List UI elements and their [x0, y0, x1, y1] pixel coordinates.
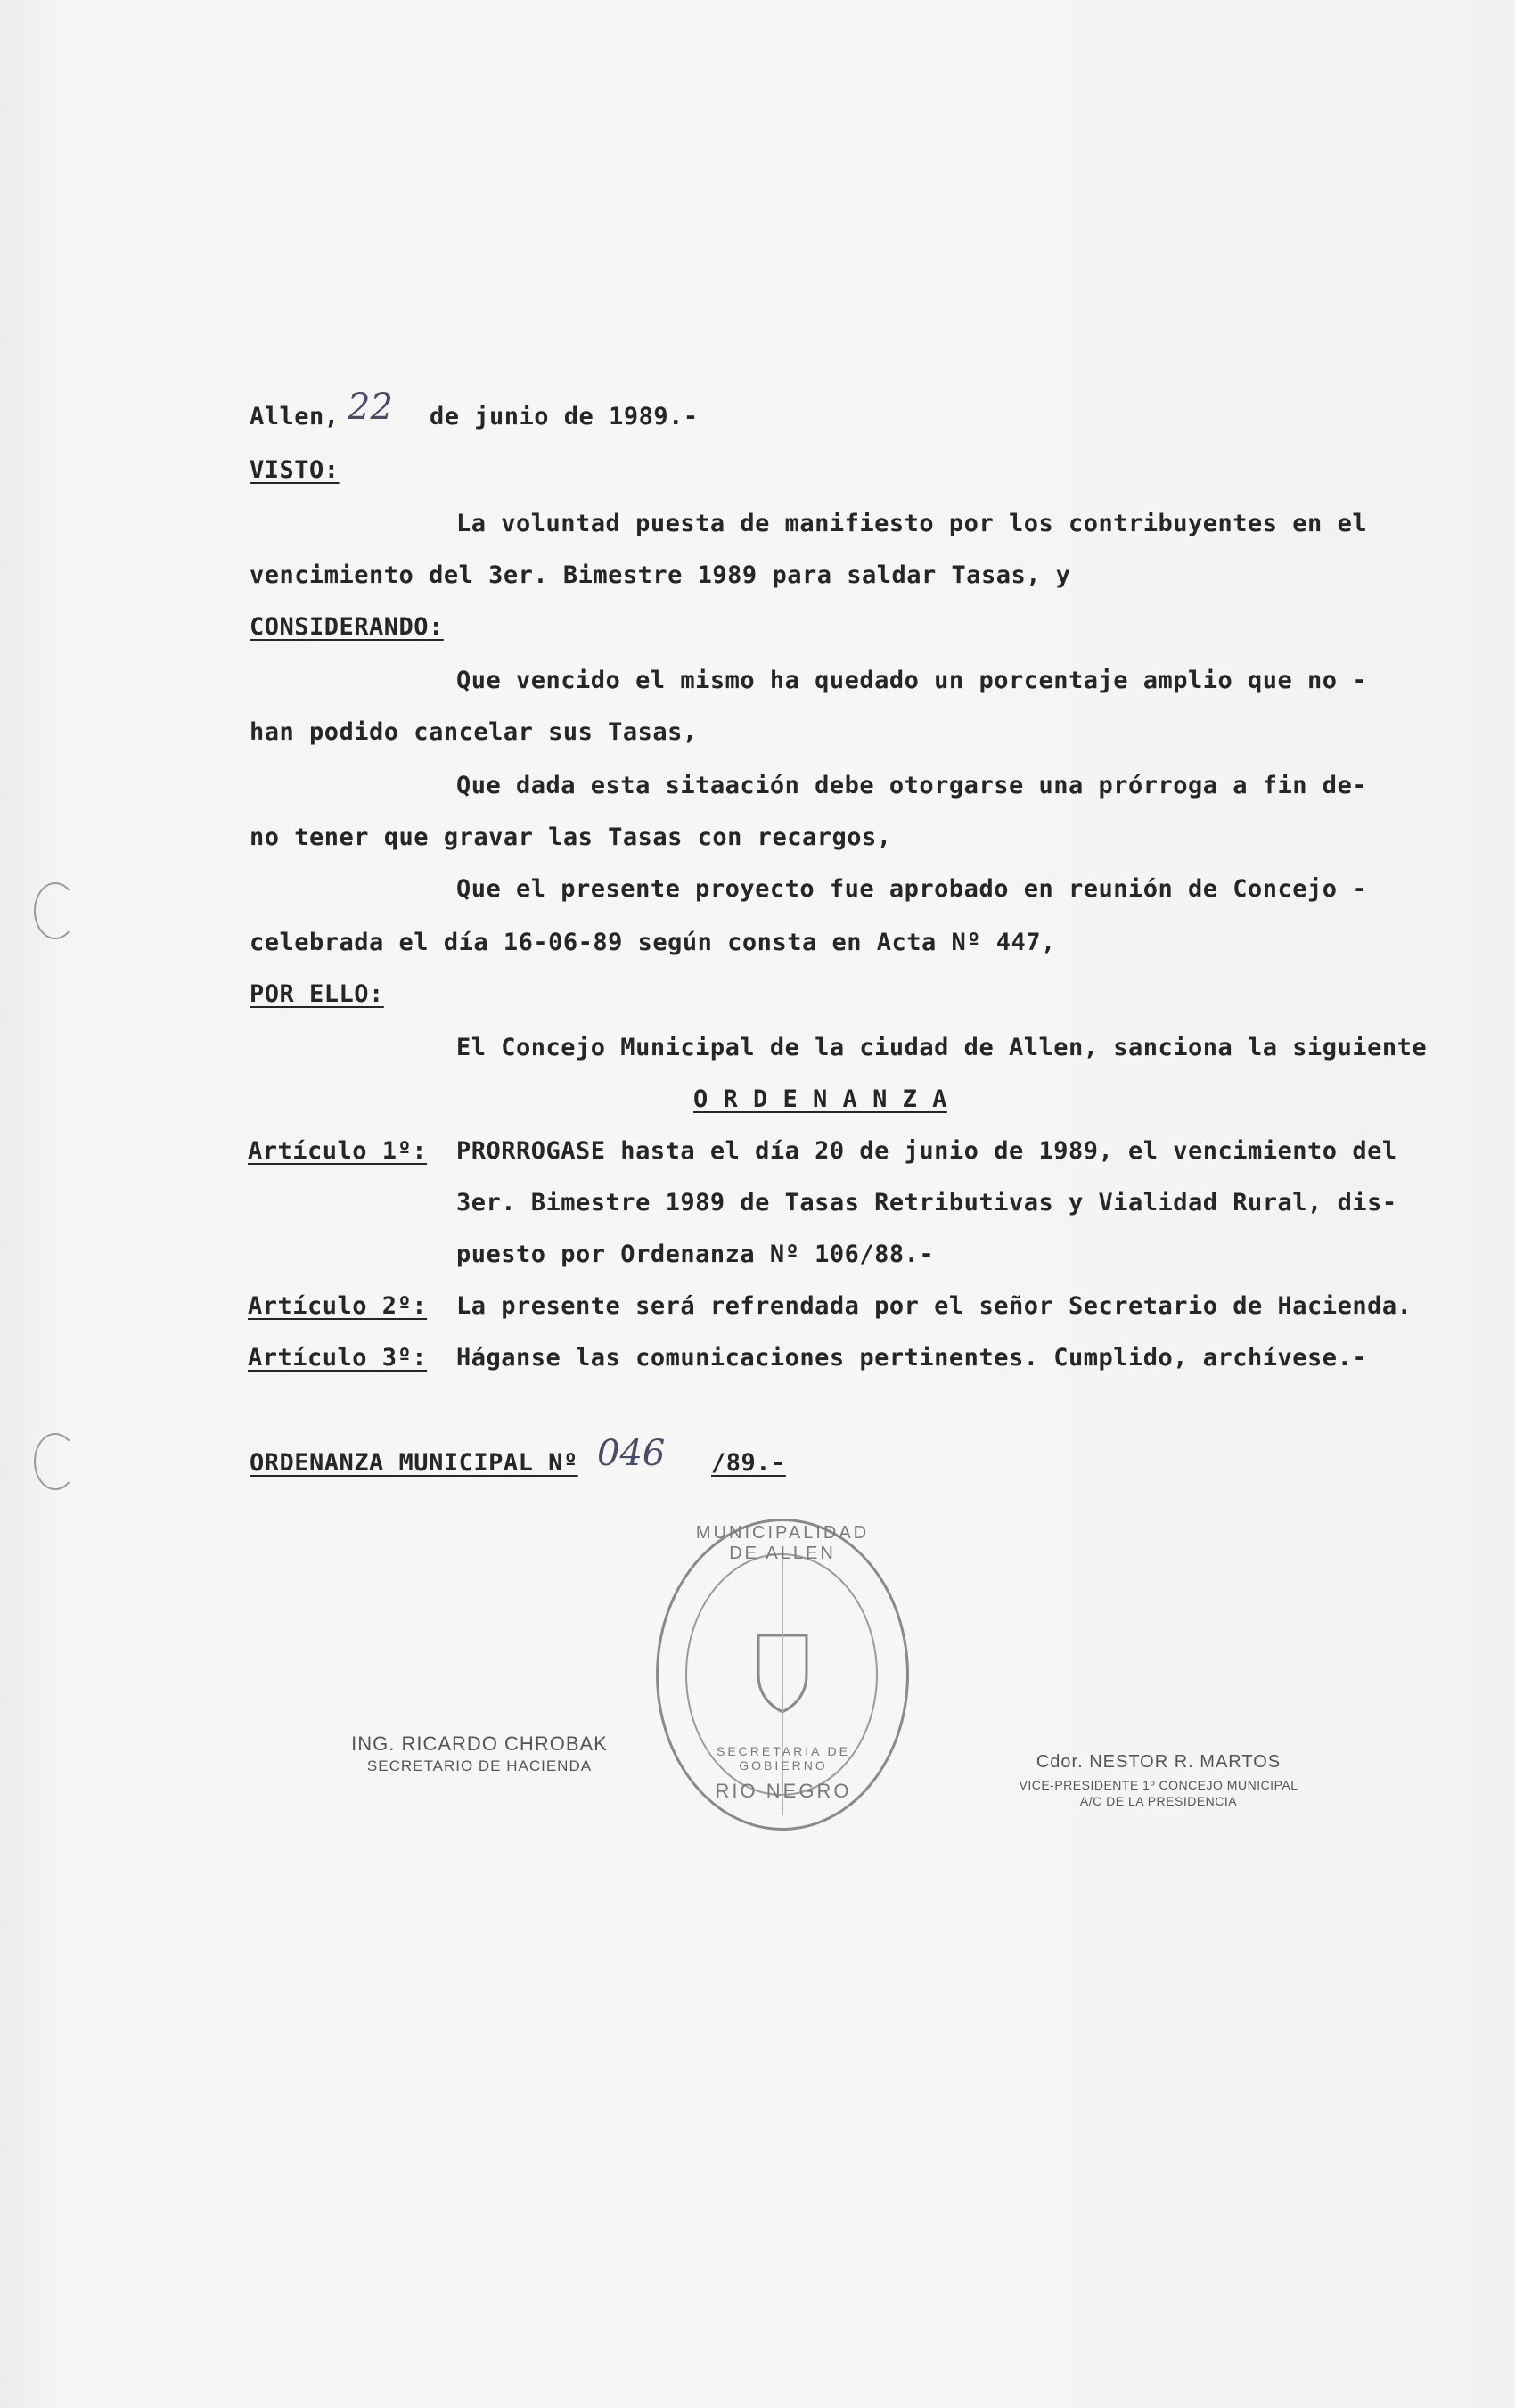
seal-inner-text: SECRETARIA DE GOBIERNO: [717, 1744, 850, 1773]
signature-block-right: [998, 1752, 1319, 1808]
signatory-title: SECRETARIO DE HACIENDA: [366, 1757, 593, 1774]
ordenanza-year: /89.-: [711, 1449, 786, 1477]
date-text: de junio de 1989.-: [430, 403, 699, 430]
articulo-line: PRORROGASE hasta el día 20 de junio de 1989, el vencimiento del: [456, 1137, 1397, 1165]
seal-bottom-text: RIO NEGRO: [715, 1780, 852, 1802]
articulo-label: Artículo 2º:: [248, 1292, 428, 1320]
signatory-name: Cdor. NESTOR R. MARTOS: [1036, 1752, 1282, 1772]
articulo-line: Háganse las comunicaciones pertinentes. Cumplido, archívese.-: [456, 1344, 1368, 1372]
ordenanza-number-label: ORDENANZA MUNICIPAL Nº: [250, 1449, 578, 1477]
place-label: Allen,: [250, 403, 340, 430]
considerando-line: Que dada esta sitaación debe otorgarse una prórroga a fin de-: [456, 772, 1368, 799]
visto-line: vencimiento del 3er. Bimestre 1989 para saldar Tasas, y: [250, 561, 1071, 589]
considerando-line: han podido cancelar sus Tasas,: [250, 718, 698, 746]
articulo-line: La presente será refrendada por el señor Secretario de Hacienda.: [456, 1292, 1413, 1320]
seal-outer-text: MUNICIPALIDAD DE ALLEN: [695, 1523, 870, 1563]
visto-line: La voluntad puesta de manifiesto por los contribuyentes en el: [456, 510, 1368, 537]
articulo-line: puesto por Ordenanza Nº 106/88.-: [456, 1241, 935, 1268]
considerando-heading: CONSIDERANDO:: [250, 613, 444, 641]
signatory-title-2: A/C DE LA PRESIDENCIA: [1079, 1794, 1238, 1808]
official-seal: [656, 1519, 909, 1831]
articulo-line: 3er. Bimestre 1989 de Tasas Retributivas y Vialidad Rural, dis-: [456, 1189, 1397, 1216]
signature-block-left: [346, 1732, 613, 1775]
considerando-line: celebrada el día 16-06-89 según consta en Acta Nº 447,: [250, 929, 1056, 956]
signatory-name: ING. RICARDO CHROBAK: [351, 1732, 608, 1755]
considerando-line: Que el presente proyecto fue aprobado en reunión de Concejo -: [456, 875, 1368, 903]
por-ello-line: El Concejo Municipal de la ciudad de Allen, sanciona la siguiente: [456, 1034, 1428, 1061]
punch-hole: [34, 882, 77, 939]
visto-heading: VISTO:: [250, 456, 340, 484]
por-ello-heading: POR ELLO:: [250, 980, 384, 1008]
punch-hole: [34, 1433, 77, 1490]
handwritten-number: 046: [597, 1433, 666, 1474]
articulo-label: Artículo 3º:: [248, 1344, 428, 1372]
articulo-label: Artículo 1º:: [248, 1137, 428, 1165]
ordenanza-title: O R D E N A N Z A: [693, 1085, 947, 1113]
considerando-line: Que vencido el mismo ha quedado un porcentaje amplio que no -: [456, 667, 1368, 694]
signatory-title: VICE-PRESIDENTE 1º CONCEJO MUNICIPAL: [1019, 1778, 1298, 1792]
handwritten-day: 22: [348, 387, 393, 428]
considerando-line: no tener que gravar las Tasas con recargos,: [250, 823, 892, 851]
